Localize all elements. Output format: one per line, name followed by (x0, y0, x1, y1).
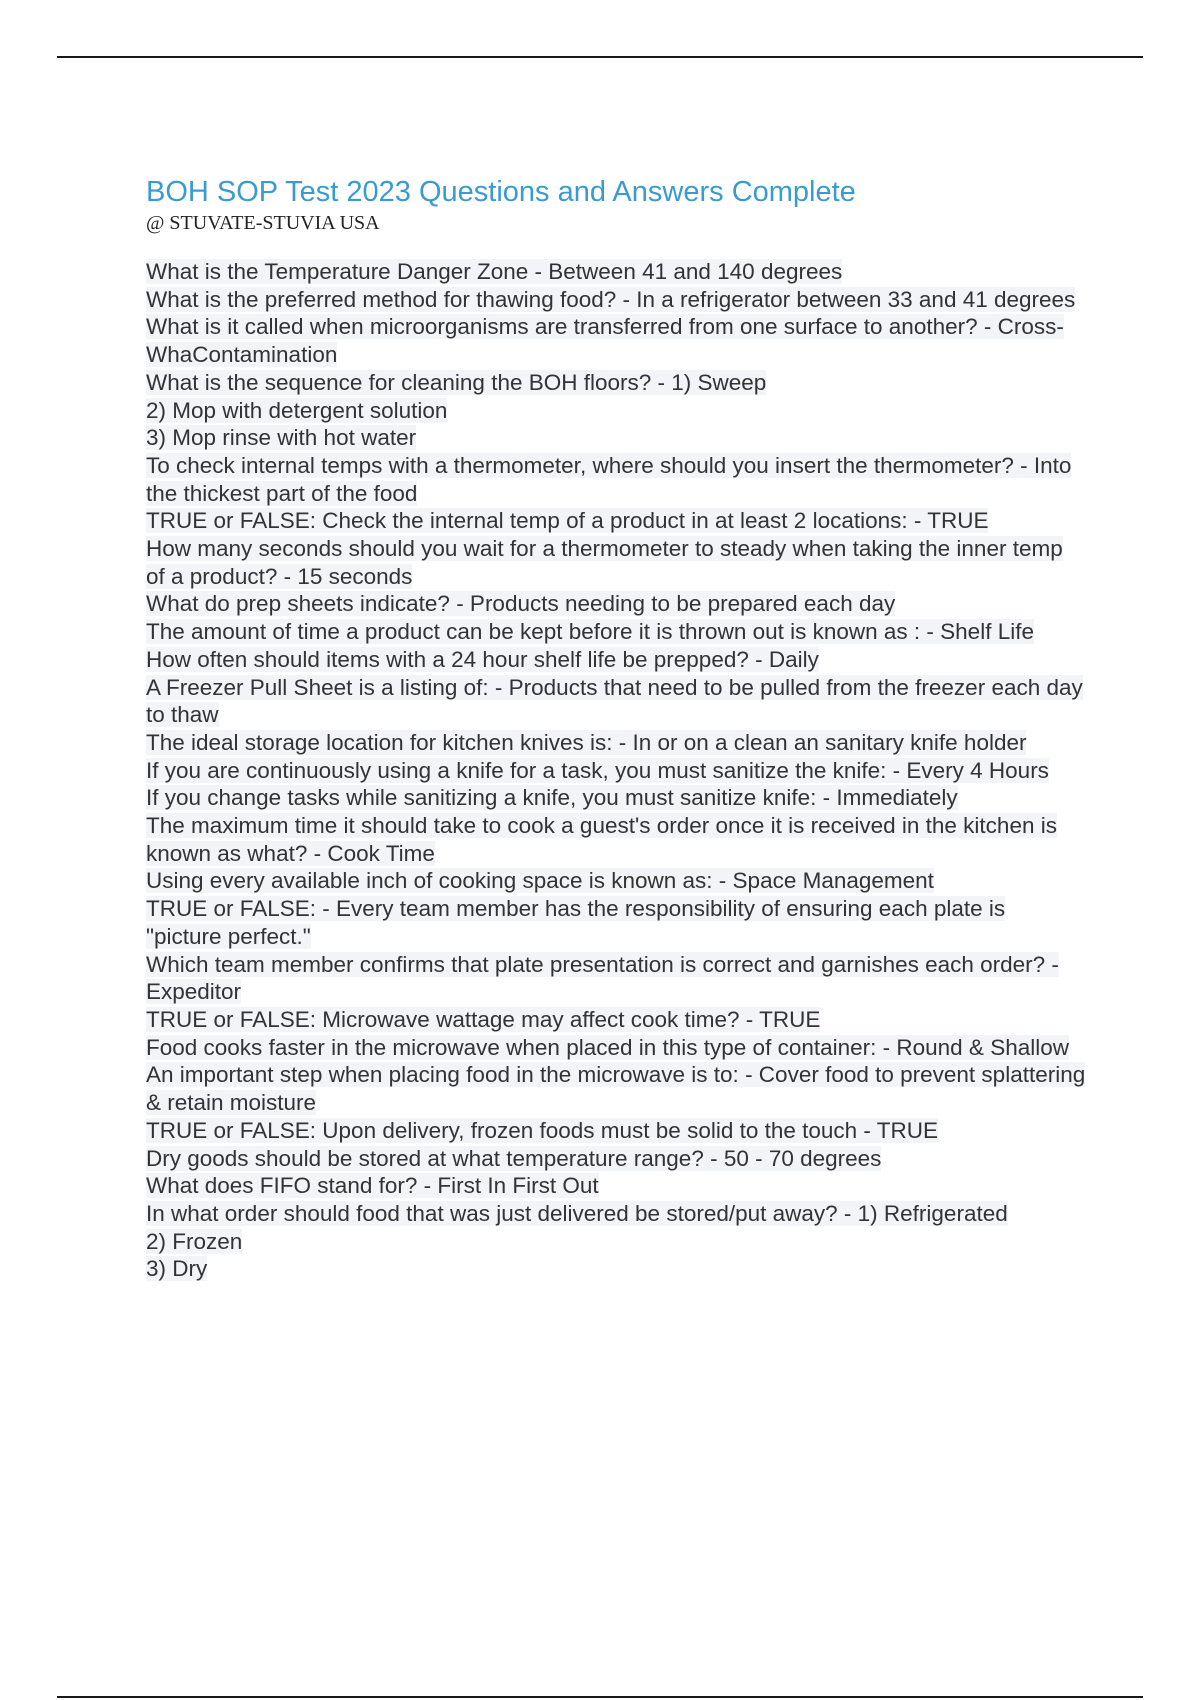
qa-line: 2) Mop with detergent solution (146, 397, 448, 423)
qa-line: What does FIFO stand for? - First In First Out (146, 1173, 599, 1199)
qa-line: What is the preferred method for thawing food? - In a refrigerator between 33 and 41 degrees (146, 286, 1076, 312)
qa-line: 3) Dry (146, 1256, 208, 1282)
qa-line: What is it called when microorganisms are transferred from one surface to another? - Cross-WhaContamination (146, 314, 1064, 368)
qa-line: What is the Temperature Danger Zone - Between 41 and 140 degrees (146, 259, 843, 284)
document-subtitle: @ STUVATE-STUVIA USA (146, 212, 380, 234)
qa-line: How many seconds should you wait for a thermometer to steady when taking the inner temp of a product? - 15 seconds (146, 536, 1063, 589)
top-divider (57, 56, 1143, 58)
qa-line: TRUE or FALSE: - Every team member has the responsibility of ensuring each plate is "picture perfect." (146, 896, 1006, 949)
qa-line: In what order should food that was just delivered be stored/put away? - 1) Refrigerated (146, 1200, 1008, 1226)
qa-line: Dry goods should be stored at what temperature range? - 50 - 70 degrees (146, 1145, 882, 1171)
document-body (146, 174, 1146, 1283)
qa-line: An important step when placing food in the microwave is to: - Cover food to prevent splattering & retain moisture (146, 1062, 1086, 1116)
qa-line: TRUE or FALSE: Microwave wattage may affect cook time? - TRUE (146, 1006, 821, 1032)
qa-list (146, 258, 1146, 1283)
qa-line: If you change tasks while sanitizing a knife, you must sanitize knife: - Immediately (146, 785, 958, 811)
qa-line: A Freezer Pull Sheet is a listing of: - Products that need to be pulled from the freezer each day to thaw (146, 674, 1083, 728)
qa-line: 3) Mop rinse with hot water (146, 425, 417, 451)
qa-line: The maximum time it should take to cook a guest's order once it is received in the kitchen is known as what? - Cook Time (146, 813, 1057, 866)
qa-line: How often should items with a 24 hour shelf life be prepped? - Daily (146, 646, 819, 672)
qa-line: 2) Frozen (146, 1228, 243, 1254)
qa-line: The amount of time a product can be kept before it is thrown out is known as : - Shelf Life (146, 619, 1034, 645)
document-title: BOH SOP Test 2023 Questions and Answers Complete (146, 176, 856, 208)
qa-line: If you are continuously using a knife for a task, you must sanitize the knife: - Every 4 Hours (146, 757, 1049, 783)
qa-line: The ideal storage location for kitchen knives is: - In or on a clean an sanitary knife holder (146, 729, 1027, 755)
qa-line: What is the sequence for cleaning the BOH floors? - 1) Sweep (146, 369, 767, 395)
qa-line: Which team member confirms that plate presentation is correct and garnishes each order? - Expeditor (146, 951, 1059, 1005)
qa-line: TRUE or FALSE: Check the internal temp of a product in at least 2 locations: - TRUE (146, 508, 989, 534)
qa-line: What do prep sheets indicate? - Products needing to be prepared each day (146, 591, 896, 617)
qa-line: To check internal temps with a thermometer, where should you insert the thermometer? - Into the thickest part of the food (146, 452, 1072, 506)
bottom-divider (57, 1696, 1143, 1698)
qa-line: TRUE or FALSE: Upon delivery, frozen foods must be solid to the touch - TRUE (146, 1117, 939, 1143)
qa-line: Food cooks faster in the microwave when placed in this type of container: - Round & Shallow (146, 1034, 1069, 1060)
qa-line: Using every available inch of cooking space is known as: - Space Management (146, 868, 934, 894)
